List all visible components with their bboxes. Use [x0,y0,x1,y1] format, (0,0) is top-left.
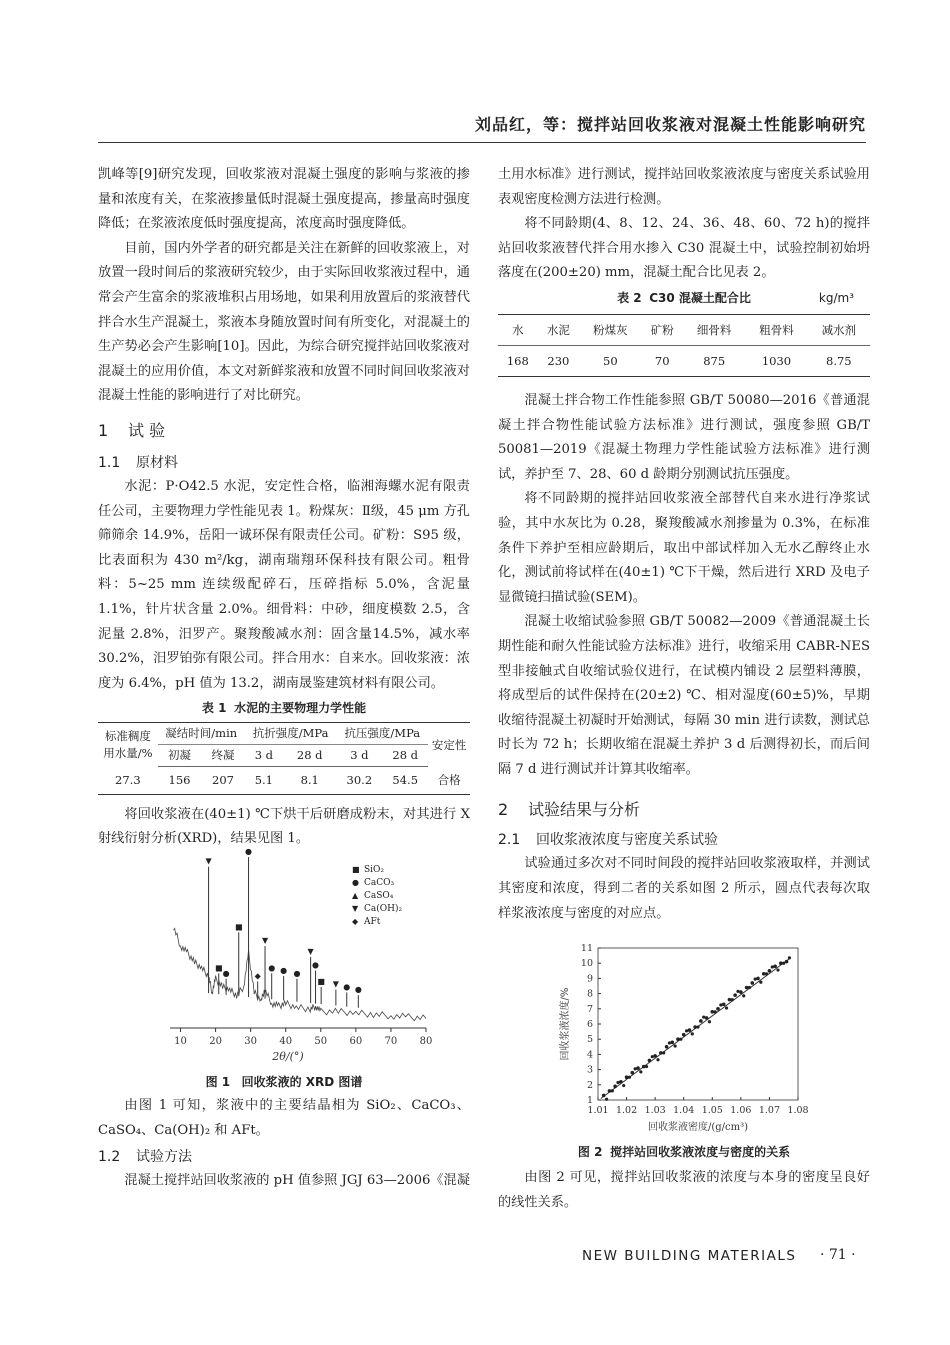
scatter-point [699,1019,703,1023]
xrd-legend-label: Ca(OH)₂ [364,903,403,914]
scatter-x-tick-label: 1.08 [787,1105,809,1117]
t1-sub: 28 d [382,745,428,767]
xrd-peak-marker: ● [280,966,288,976]
xrd-legend-label: AFt [364,916,381,927]
right-p6: 试验通过多次对不同时间段的搅拌站回收浆液取样，并测试其密度和浓度，得到二者的关系如图 2 所示，圆点代表每次取样浆液浓度与密度的对应点。 [498,856,870,921]
t1-sub: 28 d [283,745,336,767]
xrd-peak-marker: ● [293,968,301,978]
xrd-peak-marker: ■ [317,976,325,986]
scatter-y-label: 回收浆液浓度/% [560,987,571,1061]
scatter-y-tick-label: 10 [580,958,593,970]
t2-cell: 230 [547,353,570,368]
xrd-peak-marker: ● [343,982,351,992]
xrd-chart [134,847,434,1068]
right-column [498,163,870,1215]
xrd-x-tick-label: 40 [279,1035,293,1047]
table2 [498,314,870,377]
fig2-caption: 图 2 搅拌站回收浆液浓度与密度的关系 [577,1145,791,1160]
scatter-point [636,1067,640,1071]
t1-cell: 54.5 [392,773,419,788]
xrd-x-tick-label: 10 [174,1035,187,1047]
xrd-legend-symbol: ◆ [352,916,359,926]
scatter-point [768,969,772,973]
section-2-1-heading: 2.1 回收浆液浓度与密度关系试验 [498,832,718,849]
right-p5: 混凝土收缩试验参照 GB/T 50082—2009《普通混凝土长期性能和耐久性能试验方法标准》进行，收缩采用 CABR-NES 型非接触式自收缩试验仪进行，在试模内铺设 2 层塑料薄膜，将成型后的试件保持在(20±2) ℃、相对湿度(60±5)%，早期收缩待混凝土初凝时开始测试，每隔 30 min 进行读数，测试总时长为 72 h；长期收缩在混凝土养护 3 d 后测得初长，而后间隔 7 d 进行测试并计算其收缩率。 [498,614,870,777]
scatter-point [691,1033,694,1036]
t2-head: 水 [512,322,524,337]
xrd-peak-marker: ■ [214,963,223,973]
scatter-point [665,1045,669,1049]
t1-cell: 合格 [437,772,461,787]
scatter-point [705,1016,709,1020]
scatter-y-tick-label: 2 [586,1080,593,1092]
right-p4: 将不同龄期的搅拌站回收浆液全部替代自来水进行净浆试验，其中水灰比为 0.28，聚羧酸减水剂掺量为 0.3%，在标准条件下养护至相应龄期后，取出中部试样加入无水乙醇终止水化，测试前将试样在(40±1) ℃下干燥，然后进行 XRD 及电子显微镜扫描试验(SEM)。 [498,491,870,605]
scatter-point [714,1010,717,1013]
t2-head: 矿粉 [650,322,674,337]
scatter-x-tick-label: 1.01 [587,1105,609,1117]
scatter-point [725,1007,728,1010]
t1-cell: 8.1 [300,773,319,788]
footer-journal: NEW BUILDING MATERIALS [582,1248,797,1264]
table1-caption: 表 1 水泥的主要物理力学性能 [201,701,367,716]
xrd-peak-marker: ▼ [332,979,339,989]
left-p6: 混凝土搅拌站回收浆液的 pH 值参照 JGJ 63—2006《混凝 [124,1173,470,1189]
t2-head: 水泥 [546,322,570,337]
scatter-point [742,995,745,998]
scatter-point [750,981,754,985]
xrd-peak-marker: ▼ [205,856,212,866]
scatter-point [776,969,779,972]
fig1-caption: 图 1 回收浆液的 XRD 图谱 [205,1074,363,1089]
section-1-1-heading: 1.1 原材料 [98,454,178,471]
scatter-point [613,1085,617,1089]
scatter-point [630,1071,634,1075]
scatter-point [656,1058,659,1061]
section-2-heading: 2 试验结果与分析 [498,800,641,820]
t1-h-e: 安定性 [431,737,467,752]
xrd-x-tick-label: 30 [244,1035,258,1047]
xrd-x-tick-label: 50 [314,1035,328,1047]
scatter-y-tick-label: 6 [586,1019,593,1031]
scatter-point [688,1029,692,1033]
scatter-y-tick-label: 11 [580,943,593,955]
xrd-peak-marker: ● [354,985,362,995]
xrd-peak-marker: ▼ [261,935,269,945]
t2-cell: 168 [506,353,529,368]
xrd-legend-label: SiO₂ [364,864,385,875]
footer-page-number: · 71 · [820,1247,856,1263]
right-p7: 由图 2 可见，搅拌站回收浆液的浓度与本身的密度呈良好的线性关系。 [498,1170,870,1210]
xrd-peak-marker: ● [268,963,276,973]
left-p4: 将回收浆液在(40±1) ℃下烘干后研磨成粉末，对其进行 X 射线衍射分析(XRD)，结果见图 1。 [98,806,470,847]
scatter-x-tick-label: 1.07 [758,1105,781,1117]
t1-cell: 207 [212,773,234,788]
scatter-point [756,977,760,981]
scatter-point [622,1084,625,1087]
table1 [98,722,470,795]
left-p1: 凯峰等[9]研究发现，回收浆液对混凝土强度的影响与浆液的掺量和浓度有关，在浆液掺量低时混凝土强度提高，掺量高时强度降低；在浆液浓度低时强度提高，浓度高时强度降低。 [98,167,470,232]
scatter-point [748,986,751,989]
scatter-point [645,1065,648,1068]
scatter-point [662,1052,665,1055]
scatter-point [639,1071,642,1074]
xrd-peak-marker: ● [245,847,253,857]
table2-caption: 表 2 C30 混凝土配合比 kg/m³ [498,288,870,308]
xrd-legend-symbol: ▼ [352,903,359,913]
xrd-x-tick-label: 80 [419,1035,433,1047]
scatter-point [648,1059,652,1063]
scatter-point [674,1045,677,1048]
t1-sub: 3 d [245,745,283,767]
t1-cell: 156 [168,773,191,788]
scatter-y-tick-label: 5 [586,1034,593,1046]
scatter-x-label: 回收浆液密度/(g/cm³) [647,1122,749,1134]
scatter-point [765,972,768,975]
t1-cell: 30.2 [346,773,373,788]
scatter-point [605,1098,608,1101]
table2-unit: kg/m³ [818,290,854,305]
xrd-x-tick-label: 60 [349,1035,363,1047]
scatter-point [653,1054,657,1058]
t1-cell: 5.1 [254,773,273,788]
scatter-point [733,994,737,998]
scatter-point [739,991,743,995]
t1-sub: 初凝 [158,745,202,767]
scatter-y-tick-label: 4 [586,1049,593,1061]
left-p2: 目前，国内外学者的研究都是关注在新鲜的回收浆液上，对放置一段时间后的浆液研究较少，由于实际回收浆液过程中，通常会产生富余的浆液堆积占用场地，如果利用放置后的浆液替代拌合水生产混凝土，浆液本身随放置时间有所变化，对混凝土的生产势必会产生影响[10]。因此，为综合研究搅拌站回收浆液对混凝土的应用价值，本文对新鲜浆液和放置不同时间回收浆液对混凝土性能的影响进行了对比研究。 [98,240,470,404]
scatter-y-tick-label: 8 [586,988,593,1000]
xrd-legend-symbol: ● [352,877,359,887]
right-p2: 将不同龄期(4、8、12、24、36、48、60、72 h)的搅拌站回收浆液替代拌合用水掺入 C30 混凝土中，试验控制初始坍落度在(200±20) mm，混凝土配合比见表 2。 [498,216,870,281]
t2-cell: 8.75 [826,353,852,368]
scatter-point [722,1003,726,1007]
scatter-point [716,1007,720,1011]
t1-sub: 3 d [336,745,382,767]
section-1-heading: 1 试 验 [98,420,166,440]
scatter-point [682,1033,686,1037]
t1-h-c: 抗折强度/MPa [245,723,337,745]
scatter-point [696,1026,699,1029]
scatter-point [759,981,762,984]
xrd-peak-marker: ● [222,968,230,978]
xrd-x-tick-label: 20 [209,1035,222,1047]
density-scatter-chart [554,940,814,1136]
scatter-x-tick-label: 1.02 [615,1105,638,1117]
t1-h-a: 标准稠度 用水量/% [103,729,153,761]
scatter-x-tick-label: 1.03 [644,1105,666,1117]
t2-cell: 875 [703,353,726,368]
scatter-x-tick-label: 1.04 [673,1105,695,1117]
scatter-point [679,1038,682,1041]
xrd-peak-marker: ● [312,960,320,970]
scatter-point [619,1080,623,1084]
t2-cell: 70 [654,353,670,368]
header-rule [98,142,866,143]
scatter-point [708,1020,711,1023]
right-p1: 土用水标准》进行测试，搅拌站回收浆液浓度与密度关系试验用表观密度检测方法进行检测。 [498,167,870,207]
t2-cell: 1030 [761,353,792,368]
scatter-x-tick-label: 1.05 [701,1105,723,1117]
scatter-point [628,1076,631,1079]
scatter-point [670,1041,674,1045]
scatter-point [611,1090,614,1093]
t2-cell: 50 [603,353,618,368]
xrd-legend-label: CaSO₄ [364,890,394,901]
xrd-legend-label: CaCO₃ [364,877,395,888]
scatter-point [602,1094,606,1098]
t2-head: 粉煤灰 [593,322,628,337]
xrd-x-tick-label: 70 [384,1035,398,1047]
left-p3: 水泥：P·O42.5 水泥，安定性合格，临湘海螺水泥有限责任公司，主要物理力学性能见表 1。粉煤灰：Ⅱ级，45 μm 方孔筛筛余 14.9%，岳阳一诚环保有限责任公司。矿粉：S95 级，比表面积为 430 m²/kg，湖南瑞翔环保科技有限公司。粗骨料：5~25 mm 连续级配碎石，压碎指标 5.0%，含泥量 1.1%，针片状含量 2.0%。细骨料：中砂，细度模数 2.5，含泥量 2.8%，汨罗产。聚羧酸减水剂：固含量14.5%，减水率 30.2%，汨罗铂弥有限公司。拌合用水：自来水。回收浆液：浓度为 6.4%，pH 值为 13.2，湖南晟鉴建筑材料有限公司。 [98,478,470,691]
scatter-point [773,965,777,969]
xrd-peak-marker: ◆ [254,971,261,981]
scatter-point [785,960,789,964]
running-title: 刘品红，等：搅拌站回收浆液对混凝土性能影响研究 [474,115,866,134]
scatter-point [788,957,791,960]
xrd-peak-marker: ▼ [307,946,314,956]
scatter-y-tick-label: 7 [586,1004,593,1016]
scatter-y-tick-label: 9 [586,973,593,985]
scatter-point [731,998,734,1001]
scatter-y-tick-label: 3 [586,1064,593,1076]
xrd-x-label: 2θ/(°) [272,1049,304,1063]
left-column [98,163,470,1194]
t1-h-b: 凝结时间/min [158,723,245,745]
t2-head: 减水剂 [821,322,857,337]
t1-sub: 终凝 [201,745,245,767]
t2-head: 粗骨料 [759,322,794,337]
xrd-legend-symbol: ■ [352,864,360,874]
t1-cell: 27.3 [115,772,141,787]
section-1-2-heading: 1.2 试验方法 [98,1149,192,1166]
scatter-y-tick-label: 1 [586,1095,593,1107]
right-p3: 混凝土拌合物工作性能参照 GB/T 50080—2016《普通混凝土拌合物性能试验方法标准》进行测试，强度参照 GB/T 50081—2019《混凝土物理力学性能试验方法标准》进行测试，养护至 7、28、60 d 龄期分别测试抗压强度。 [498,392,870,482]
t1-h-d: 抗压强度/MPa [336,723,428,745]
xrd-peak-marker: ■ [234,922,243,932]
scatter-x-tick-label: 1.06 [730,1105,752,1117]
t2-head: 细骨料 [696,322,732,337]
xrd-legend-symbol: ▲ [352,890,359,900]
left-p5: 由图 1 可知，浆液中的主要结晶相为 SiO₂、CaCO₃、CaSO₄、Ca(OH)₂ 和 AFt。 [98,1097,470,1138]
